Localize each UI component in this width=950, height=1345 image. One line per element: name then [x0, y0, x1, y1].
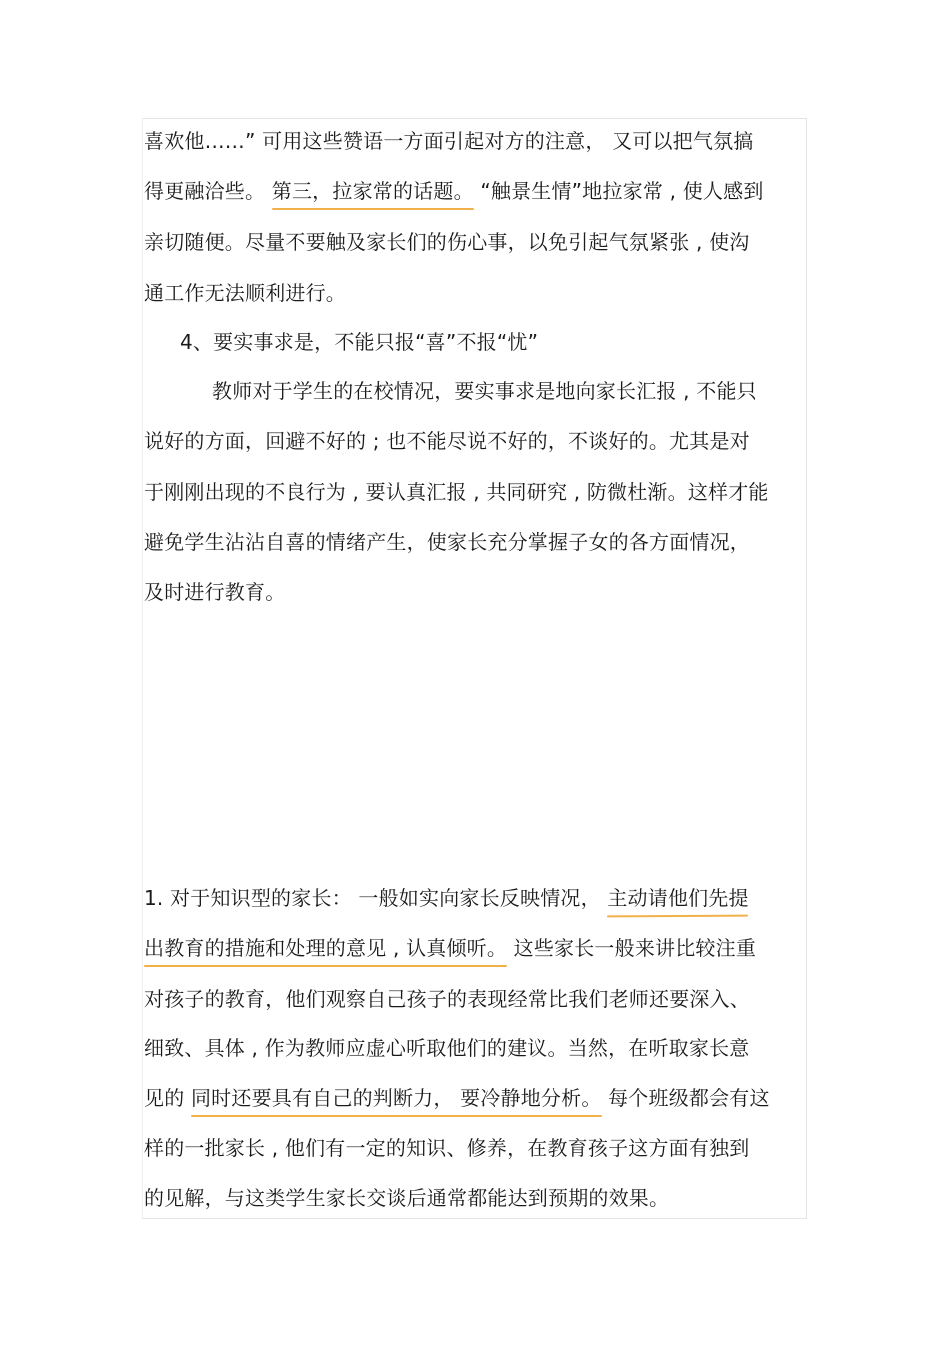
text-line: 细致、具体 , 作为教师应虚心听取他们的建议。当然，在听取家长意: [144, 1036, 750, 1060]
text-span: 见的: [144, 1086, 191, 1110]
text-line: [144, 935, 804, 961]
text-line: 通工作无法顺利进行。: [144, 281, 346, 305]
text-line: 及时进行教育。: [144, 580, 286, 604]
highlight-annotation[interactable]: 第三，拉家常的话题。: [271, 179, 474, 203]
page-frame-top: [142, 118, 807, 119]
text-line: 亲切随便。尽量不要触及家长们的伤心事，以免引起气氛紧张 , 使沟: [144, 230, 750, 254]
text-line: 样的一批家长 , 他们有一定的知识、修养，在教育孩子这方面有独到: [144, 1136, 750, 1160]
text-span: 1. 对于知识型的家长： 一般如实向家长反映情况，: [144, 886, 608, 910]
text-line: 教师对于学生的在校情况，要实事求是地向家长汇报 , 不能只: [212, 379, 757, 403]
text-line: 避免学生沾沾自喜的情绪产生，使家长充分掌握子女的各方面情况，: [144, 530, 750, 554]
text-span: 得更融洽些。: [144, 179, 272, 203]
highlight-annotation[interactable]: 同时还要具有自己的判断力， 要冷静地分析。: [190, 1086, 602, 1110]
text-line: 于刚刚出现的不良行为 , 要认真汇报 , 共同研究 , 防微杜渐。这样才能: [144, 480, 769, 504]
page-frame-right: [806, 118, 807, 1219]
text-span: 每个班级都会有这: [601, 1086, 770, 1110]
page-frame-left: [142, 118, 143, 1219]
text-line: 喜欢他……” 可用这些赞语一方面引起对方的注意， 又可以把气氛搞: [144, 129, 754, 153]
page-frame-bottom: [142, 1218, 807, 1219]
text-line: 对孩子的教育，他们观察自己孩子的表现经常比我们老师还要深入、: [144, 987, 750, 1011]
section-heading: 4、要实事求是，不能只报“喜”不报“忧”: [180, 330, 539, 354]
text-line: 的见解，与这类学生家长交谈后通常都能达到预期的效果。: [144, 1186, 670, 1210]
text-line: 说好的方面，回避不好的 ; 也不能尽说不好的，不谈好的。尤其是对: [144, 429, 750, 453]
highlight-annotation[interactable]: 出教育的措施和处理的意见 , 认真倾听。: [144, 936, 508, 960]
text-span: 这些家长一般来讲比较注重: [507, 936, 757, 960]
text-line: [144, 1085, 804, 1111]
text-line: [144, 178, 804, 204]
text-line: [144, 885, 804, 911]
text-span: “触景生情”地拉家常 , 使人感到: [473, 179, 764, 203]
highlight-annotation[interactable]: 主动请他们先提: [607, 886, 749, 910]
